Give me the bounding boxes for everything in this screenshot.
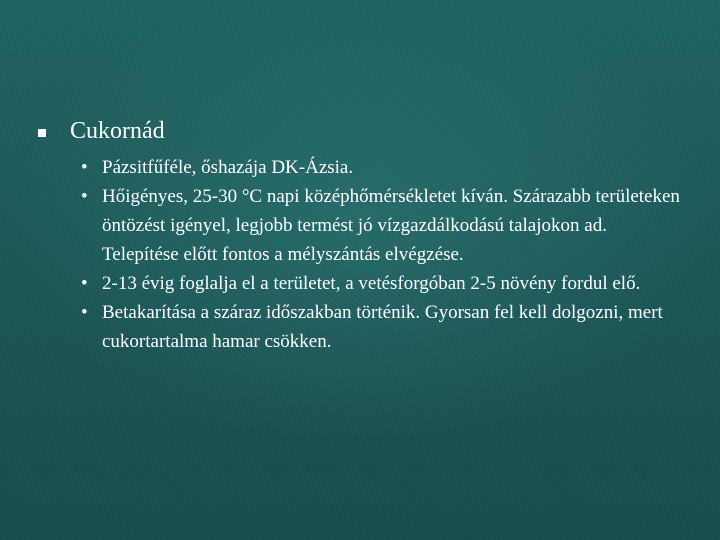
main-bullet-text: Cukornád (70, 118, 165, 144)
bullet-dot-icon: • (81, 273, 88, 294)
main-bullet-row (38, 116, 688, 146)
sub-bullet-text: 2-13 évig foglalja el a területet, a vetésforgóban 2-5 növény fordul elő. (102, 273, 641, 294)
sub-bullet-item (38, 298, 682, 356)
square-bullet-icon (38, 129, 46, 137)
sub-bullet-text: Hőigényes, 25-30 °C napi középhőmérsékletet kíván. Szárazabb területeken öntözést igényel, legjobb termést jó vízgazdálkodású talajokon ad. Telepítése előtt fontos a mélyszántás elvégzése. (102, 186, 680, 265)
sub-bullet-text: Pázsitfűféle, őshazája DK-Ázsia. (102, 157, 354, 178)
sub-bullet-item (38, 269, 682, 298)
main-bullet-item (38, 116, 688, 356)
sub-bullet-text: Betakarítása a száraz időszakban történik. Gyorsan fel kell dolgozni, mert cukortartalma hamar csökken. (102, 302, 663, 352)
sub-bullet-list (38, 153, 688, 356)
bullet-dot-icon: • (81, 186, 88, 207)
sub-bullet-item (38, 182, 682, 269)
sub-bullet-item (38, 153, 682, 182)
bullet-dot-icon: • (81, 157, 88, 178)
bullet-dot-icon: • (81, 302, 88, 323)
